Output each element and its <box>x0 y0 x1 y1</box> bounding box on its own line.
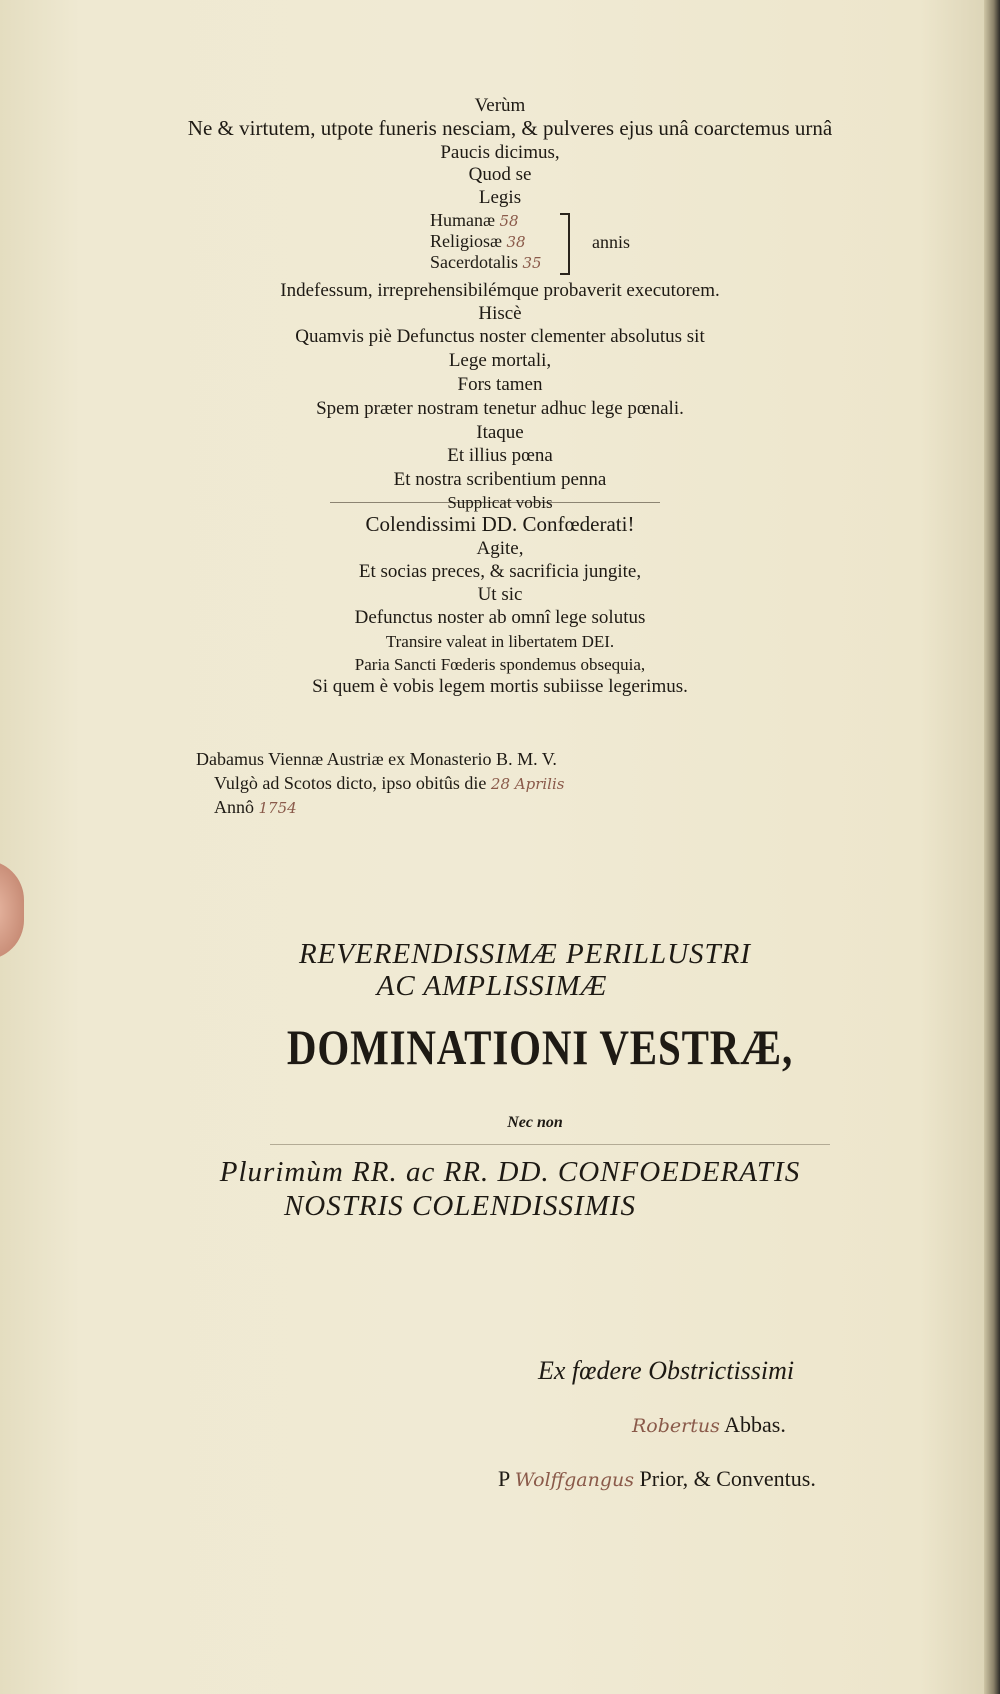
handwritten-number: 58 <box>499 212 519 230</box>
handwritten-year: 1754 <box>258 799 297 817</box>
line-spem: Spem præter nostram tenetur adhuc lege pœnali. <box>316 398 684 419</box>
line-socias: Et socias preces, & sacrificia jungite, <box>358 561 642 582</box>
line-hisce: Hiscè <box>478 303 522 324</box>
line-quamvis: Quamvis piè Defunctus noster clementer absolutus sit <box>295 326 705 347</box>
faint-rule-2 <box>270 1144 830 1145</box>
line-si-quem: Si quem è vobis legem mortis subiisse legerimus. <box>312 676 688 697</box>
line-paria: Paria Sancti Fœderis spondemus obsequia, <box>354 655 646 674</box>
line-colendissimi: Colendissimi DD. Confœderati! <box>365 512 635 536</box>
line-fors-tamen: Fors tamen <box>457 374 543 395</box>
thumb-on-page <box>0 860 24 960</box>
dated-line-1: Dabamus Viennæ Austriæ ex Monasterio B. M. V. <box>196 749 557 769</box>
address-line-2: AC AMPLISSIMÆ <box>376 970 608 1002</box>
lex-item: Sacerdotalis 35 <box>430 252 542 272</box>
line-paucis: Paucis dicimus, <box>440 142 560 163</box>
handwritten-number: 38 <box>506 233 526 251</box>
signature-intro: Ex fœdere Obstrictissimi <box>538 1356 795 1385</box>
line-verum: Verùm <box>474 95 526 116</box>
handwritten-name-prior: Wolffgangus <box>514 1469 635 1491</box>
line-agite: Agite, <box>476 538 524 559</box>
line-supplicat: Supplicat vobis <box>447 493 553 512</box>
address-line-4: Plurimùm RR. ac RR. DD. CONFOEDERATIS <box>219 1156 801 1188</box>
signature-prior: P Wolffgangus Prior, & Conventus. <box>498 1466 816 1491</box>
address-line-1: REVERENDISSIMÆ PERILLUSTRI <box>298 938 752 970</box>
annis-label: annis <box>592 232 630 252</box>
line-legis: Legis <box>478 187 522 208</box>
address-line-5: NOSTRIS COLENDISSIMIS <box>283 1190 637 1222</box>
address-main-heading: DOMINATIONI VESTRÆ, <box>286 1019 794 1075</box>
line-ut-sic: Ut sic <box>477 584 523 605</box>
bracket <box>560 213 570 275</box>
line-itaque: Itaque <box>476 422 524 443</box>
line-quod-se: Quod se <box>468 164 532 185</box>
line-nostra-penna: Et nostra scribentium penna <box>393 469 607 490</box>
handwritten-name-abbas: Robertus <box>632 1415 720 1437</box>
line-ne-virtutem: Ne & virtutem, utpote funeris nesciam, & pulveres ejus unâ coarctemus urnâ <box>187 116 833 140</box>
lex-item: Humanæ 58 <box>430 210 519 230</box>
lex-item: Religiosæ 38 <box>430 231 526 251</box>
nec-non: Nec non <box>507 1114 563 1131</box>
dated-line-3: Annô 1754 <box>214 797 297 817</box>
line-illius-poena: Et illius pœna <box>447 445 553 466</box>
line-transire: Transire valeat in libertatem DEI. <box>385 632 615 651</box>
line-lege-mortali: Lege mortali, <box>448 350 552 371</box>
leges-list <box>430 210 542 273</box>
handwritten-number: 35 <box>522 254 542 272</box>
line-defunctus: Defunctus noster ab omnî lege solutus <box>354 607 646 628</box>
dated-line-2: Vulgò ad Scotos dicto, ipso obitûs die 28 Aprilis <box>214 773 565 793</box>
handwritten-date: 28 Aprilis <box>490 775 565 793</box>
signature-abbas: Robertus Abbas. <box>632 1412 786 1437</box>
page-edge-shadow <box>984 0 1000 1694</box>
line-indefessum: Indefessum, irreprehensibilémque probaverit executorem. <box>280 280 720 301</box>
